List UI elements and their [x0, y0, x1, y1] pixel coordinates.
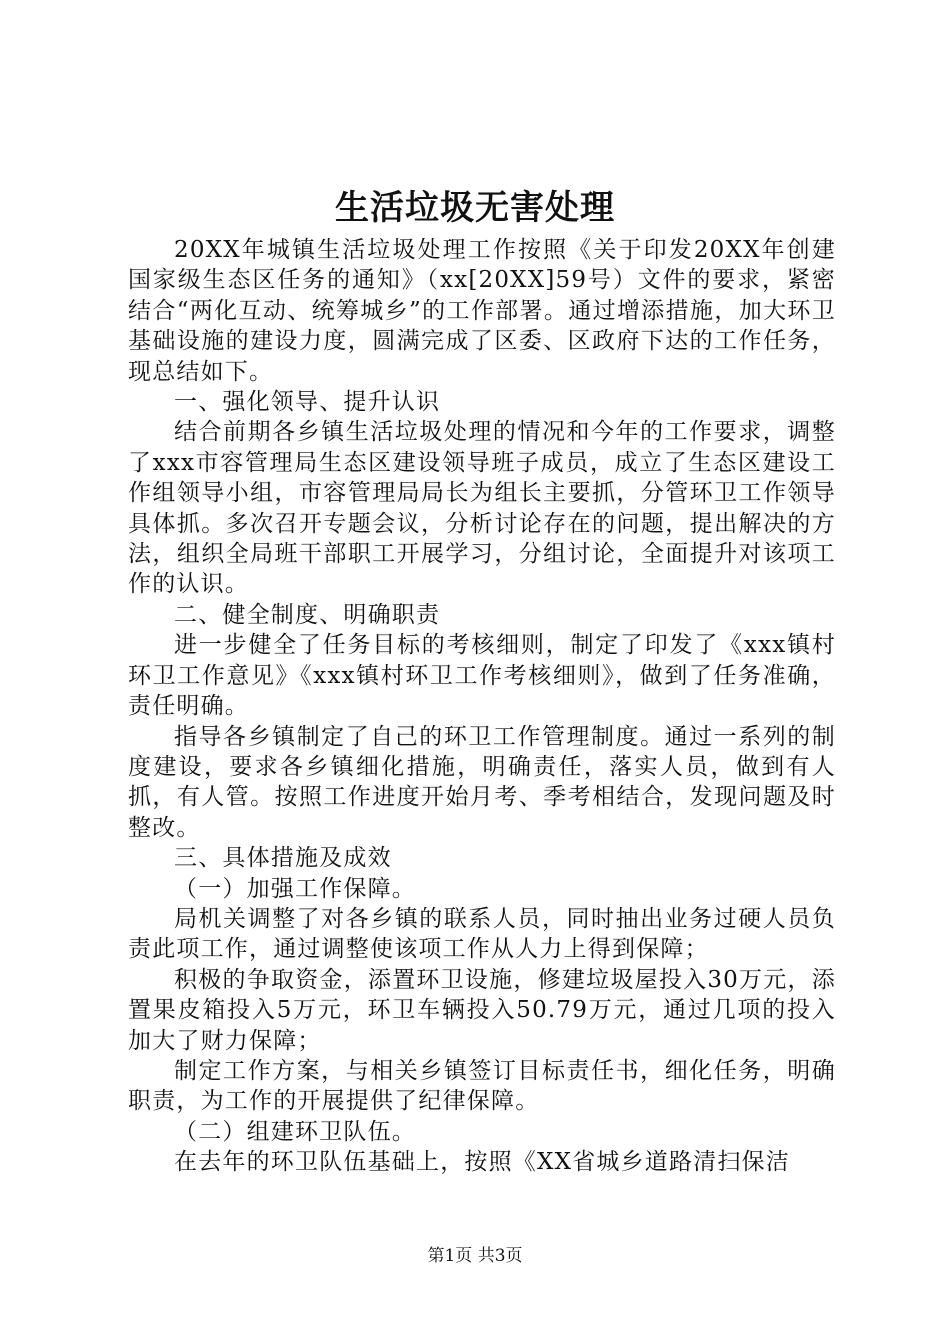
section-heading-2: 二、健全制度、明确职责: [174, 601, 441, 628]
paragraph-section-1: 结合前期各乡镇生活垃圾处理的情况和今年的工作要求，调整了xxx市容管理局生态区建设领导班子成员，成立了生态区建设工作组领导小组，市容管理局局长为组长主要抓，分管环卫工作领导具体抓。多次召开专题会议，分析讨论存在的问题，提出解决的方法，组织全局班干部职工开展学习，分组讨论，全面提升对该项工作的认识。: [128, 419, 836, 598]
subsection-heading-1: （一）加强工作保障。: [174, 875, 416, 902]
paragraph-intro: 20XX年城镇生活垃圾处理工作按照《关于印发20XX年创建国家级生态区任务的通知》（xx[20XX]59号）文件的要求，紧密结合“两化互动、统筹城乡”的工作部署。通过增添措施，加大环卫基础设施的建设力度，圆满完成了区委、区政府下达的工作任务，现总结如下。: [128, 237, 836, 385]
paragraph-subsection-1c: 制定工作方案，与相关乡镇签订目标责任书，细化任务，明确职责，为工作的开展提供了纪律保障。: [128, 1057, 836, 1115]
subsection-heading-2: （二）组建环卫队伍。: [174, 1118, 416, 1145]
paragraph-section-2a: 进一步健全了任务目标的考核细则，制定了印发了《xxx镇村环卫工作意见》《xxx镇村环卫工作考核细则》，做到了任务准确，责任明确。: [128, 632, 836, 720]
section-heading-1: 一、强化领导、提升认识: [174, 389, 441, 416]
paragraph-subsection-1a: 局机关调整了对各乡镇的联系人员，同时抽出业务过硬人员负责此项工作，通过调整使该项工作从人力上得到保障；: [128, 905, 836, 963]
paragraph-subsection-1b: 积极的争取资金，添置环卫设施，修建垃圾屋投入30万元，添置果皮箱投入5万元，环卫车辆投入50.79万元，通过几项的投入加大了财力保障；: [128, 966, 836, 1054]
paragraph-subsection-2a: 在去年的环卫队伍基础上，按照《XX省城乡道路清扫保洁: [174, 1149, 790, 1176]
document-body: [128, 235, 836, 1178]
paragraph-section-2b: 指导各乡镇制定了自己的环卫工作管理制度。通过一系列的制度建设，要求各乡镇细化措施，明确责任，落实人员，做到有人抓，有人管。按照工作进度开始月考、季考相结合，发现问题及时整改。: [128, 723, 836, 841]
document-title: 生活垃圾无害处理: [335, 188, 615, 228]
section-heading-3: 三、具体措施及成效: [174, 845, 392, 872]
page-footer: 第1页 共3页: [427, 1246, 523, 1266]
